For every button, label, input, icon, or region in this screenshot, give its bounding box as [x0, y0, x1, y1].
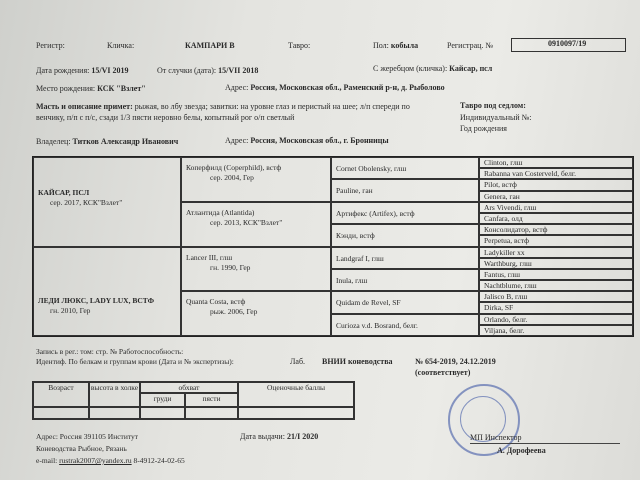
- contacts: [36, 456, 185, 466]
- ancestor-name: Dirka, SF: [484, 303, 514, 313]
- mp-inspector: МП Инспектор: [470, 433, 522, 442]
- registry-label: Регистр:: [36, 41, 65, 50]
- ancestor-name: Кэнди, встф: [336, 231, 375, 241]
- color-line2: венчику, п/п с п/с, сзади 1/3 пясти неровно белы, копытный рог о/п светлый: [36, 113, 295, 122]
- address-line1: Адрес: Россия 391105 Институт: [36, 432, 139, 441]
- expertise-result: (соответствует): [415, 368, 471, 377]
- address-line2: Коневодства Рыбное, Рязань: [36, 444, 127, 453]
- horse-name: КАМПАРИ В: [185, 41, 235, 50]
- place-address-label: Адрес:: [225, 83, 249, 92]
- gg-grandparent-cell: [479, 247, 633, 258]
- sex: [373, 41, 418, 51]
- ancestor-name: Fantus, глш: [484, 269, 520, 279]
- place-address-value: Россия, Московская обл., Раменский р-н, д. Рыболово: [250, 83, 445, 92]
- issue-date: [240, 432, 318, 442]
- ancestor-name: Quanta Costa, встф: [186, 297, 246, 307]
- ancestor-name: Консолидатор, встф: [484, 225, 548, 235]
- great-grandparent-cell: [331, 179, 479, 201]
- birth-year-label: Год рождения: [460, 124, 507, 133]
- age-header: Возраст: [33, 382, 89, 407]
- phone: 8-4912-24-02-65: [133, 456, 185, 465]
- great-grandparent-cell: [331, 291, 479, 313]
- gg-grandparent-cell: [479, 258, 633, 269]
- ancestor-name: Атлантида (Atlantida): [186, 207, 255, 217]
- ancestor-info: сер. 2013, КСК"Взлет": [210, 217, 283, 227]
- gg-grandparent-cell: [479, 280, 633, 291]
- ancestor-name: Orlando, белг.: [484, 314, 528, 324]
- identification-line: Идентиф. По белкам и группам крови (Дата и № экспертизы):: [36, 357, 234, 366]
- grandparent-cell: [181, 291, 331, 336]
- owner-address-value: Россия, Московская обл., г. Бронницы: [250, 136, 389, 145]
- place-label: Место рождения:: [36, 84, 96, 93]
- ancestor-name: Ars Vivendi, глш: [484, 202, 537, 212]
- sex-value: кобыла: [390, 41, 419, 50]
- lab-label: Лаб.: [290, 357, 306, 366]
- color-description: [36, 102, 410, 112]
- gg-grandparent-cell: [479, 168, 633, 179]
- ancestor-name: Pauline, ган: [336, 186, 373, 196]
- owner-address-label: Адрес:: [225, 136, 249, 145]
- brand-label: Тавро:: [288, 41, 311, 50]
- great-grandparent-cell: [331, 247, 479, 269]
- gg-grandparent-cell: [479, 202, 633, 213]
- great-grandparent-cell: [331, 314, 479, 336]
- ancestor-name: Коперфилд (Coperphild), встф: [186, 163, 282, 172]
- issue-label: Дата выдачи:: [240, 432, 285, 441]
- gg-grandparent-cell: [479, 191, 633, 202]
- birth-date-label: Дата рождения:: [36, 66, 90, 75]
- owner: [36, 137, 178, 147]
- reg-no: 0910097/19: [548, 39, 587, 48]
- ancestor-name: Genera, ган: [484, 191, 520, 201]
- great-grandparent-cell: [331, 157, 479, 179]
- birth-place: [36, 84, 146, 94]
- ancestor-name: Viljana, белг.: [484, 325, 525, 335]
- great-grandparent-cell: [331, 224, 479, 246]
- birth-date-value: 15/VI 2019: [91, 66, 129, 75]
- scores-header: Оценочные баллы: [238, 382, 354, 407]
- gg-grandparent-cell: [479, 302, 633, 313]
- stallion-label: С жеребцом (кличка):: [373, 64, 448, 73]
- gg-grandparent-cell: [479, 235, 633, 246]
- grandparent-cell: [181, 202, 331, 247]
- ancestor-name: Inula, глш: [336, 275, 368, 285]
- pastern-header: пясти: [185, 393, 238, 407]
- birth-date: [36, 66, 128, 76]
- inspector-name: А. Дорофеева: [497, 446, 546, 455]
- ancestor-name: Quidam de Revel, SF: [336, 298, 401, 308]
- reg-no-label: Регистрац. №: [447, 41, 494, 50]
- ancestor-name: Jalisco B, глш: [484, 292, 528, 302]
- email-link[interactable]: rustrak2007@yandex.ru: [59, 456, 132, 465]
- ancestor-name: Rabanna van Costerveld, белг.: [484, 169, 576, 179]
- parent-cell: [33, 157, 181, 247]
- stallion: [373, 64, 492, 74]
- ancestor-name: Nachtblume, глш: [484, 281, 537, 291]
- ancestor-name: ЛЕДИ ЛЮКС, LADY LUX, ВСТФ: [38, 295, 155, 305]
- ancestor-name: Pilot, встф: [484, 180, 517, 190]
- great-grandparent-cell: [331, 269, 479, 291]
- owner-address: [225, 136, 389, 146]
- color-label: Масть и описание примет:: [36, 102, 133, 111]
- record-line: Запись в рег.: том: стр. № Работоспособность:: [36, 347, 184, 356]
- ancestor-name: Cornet Obolensky, глш: [336, 164, 407, 173]
- lab-name: ВНИИ коневодства: [322, 357, 393, 366]
- email-label: e-mail:: [36, 456, 58, 465]
- owner-label: Владелец:: [36, 137, 71, 146]
- mating-label: От случки (дата):: [157, 66, 217, 75]
- gg-grandparent-cell: [479, 291, 633, 302]
- color-line1: рыжая, во лбу звезда; завитки: на уровне глаз и перистый на шее; л/п спереди по: [134, 102, 410, 111]
- pedigree-table: [32, 156, 634, 337]
- gg-grandparent-cell: [479, 325, 633, 336]
- gg-grandparent-cell: [479, 269, 633, 280]
- saddle-brand-label: Тавро под седлом:: [460, 101, 526, 110]
- grandparent-cell: [181, 247, 331, 292]
- sex-label: Пол:: [373, 41, 389, 50]
- place-value: КСК "Взлет": [97, 84, 146, 93]
- gg-grandparent-cell: [479, 224, 633, 235]
- ancestor-name: Curioza v.d. Bosrand, белг.: [336, 320, 418, 330]
- ancestor-name: Артифекс (Artifex), встф: [336, 208, 415, 218]
- mating-date: [157, 66, 258, 76]
- ancestor-info: гн. 1990, Гер: [210, 262, 251, 272]
- place-address: [225, 83, 445, 93]
- ancestor-info: рыж. 2006, Гер: [210, 307, 258, 317]
- ancestor-name: Lancer III, глш: [186, 252, 233, 262]
- grandparent-cell: [181, 157, 331, 202]
- gg-grandparent-cell: [479, 314, 633, 325]
- ancestor-name: КАЙСАР, ПСЛ: [38, 188, 90, 197]
- parent-cell: [33, 247, 181, 337]
- ancestor-info: сер. 2004, Гер: [210, 173, 254, 182]
- ancestor-name: Canfara, олд: [484, 213, 523, 223]
- issue-date-value: 21/I 2020: [286, 432, 319, 441]
- girth-header: обхват: [140, 382, 238, 393]
- gg-grandparent-cell: [479, 157, 633, 168]
- ancestor-name: Ladykiller xx: [484, 247, 525, 257]
- measurements-table: [32, 381, 355, 420]
- ancestor-info: сер. 2017, КСК"Взлет": [50, 198, 123, 207]
- stallion-value: Кайсар, псл: [449, 64, 493, 73]
- ancestor-name: Perpetua, встф: [484, 236, 529, 246]
- ancestor-name: Landgraf I, глш: [336, 253, 384, 263]
- great-grandparent-cell: [331, 202, 479, 224]
- mating-value: 15/VII 2018: [218, 66, 259, 75]
- name-label: Кличка:: [107, 41, 135, 50]
- chest-header: груди: [140, 393, 185, 407]
- ancestor-info: гн. 2010, Гер: [50, 305, 91, 315]
- height-header: высота в холке: [89, 382, 140, 407]
- gg-grandparent-cell: [479, 179, 633, 190]
- gg-grandparent-cell: [479, 213, 633, 224]
- expertise-number: № 654-2019, 24.12.2019: [415, 357, 496, 366]
- individual-no-label: Индивидуальный №:: [460, 113, 532, 122]
- ancestor-name: Clinton, глш: [484, 158, 523, 167]
- owner-value: Титков Александр Иванович: [72, 137, 179, 146]
- ancestor-name: Warthburg, глш: [484, 258, 532, 268]
